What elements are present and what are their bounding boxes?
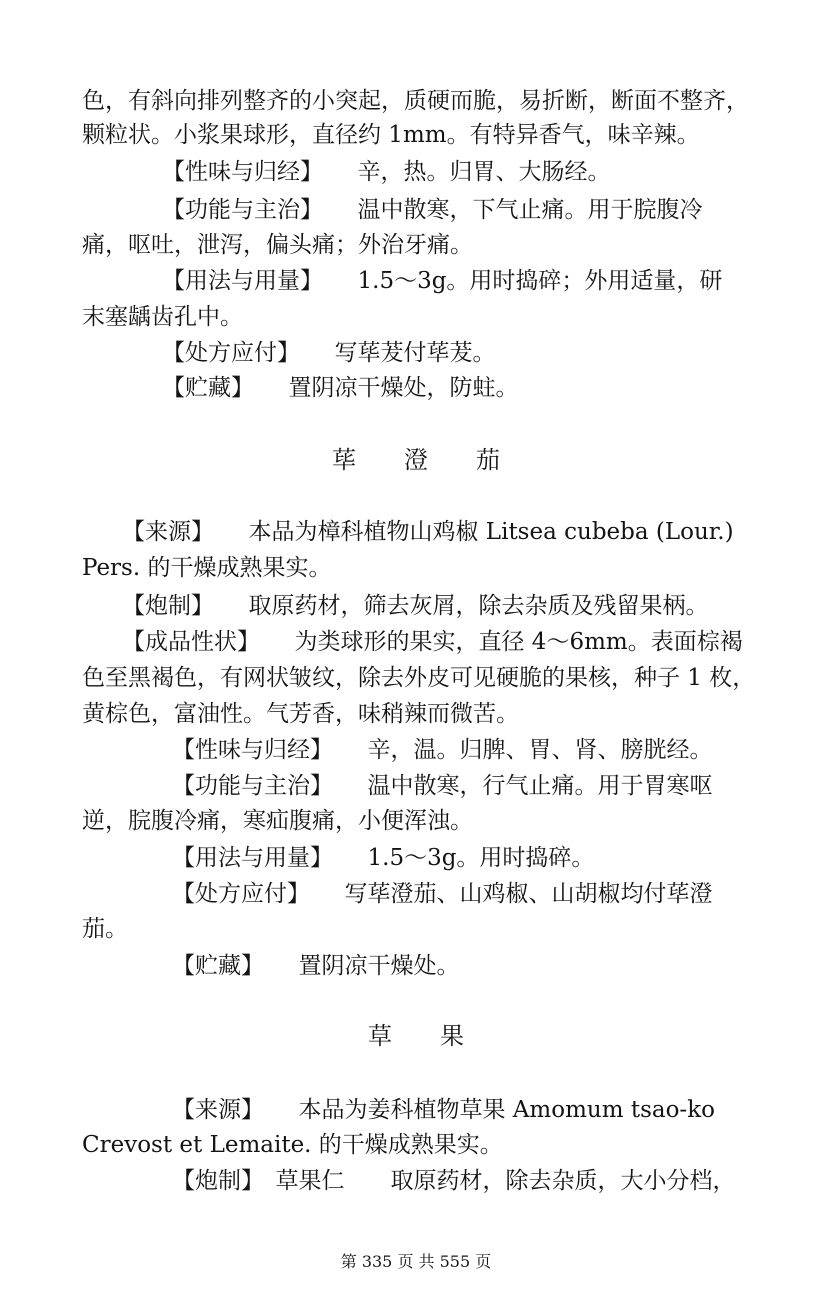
text-line: 茄。 [82, 916, 128, 942]
text-line: 【炮制】 草果仁 取原药材，除去杂质，大小分档， [172, 1168, 736, 1194]
text-line: 【性味与归经】 辛，热。归胃、大肠经。 [162, 159, 611, 185]
text-line: 颗粒状。小浆果球形，直径约 1mm。有特异香气，味辛辣。 [82, 122, 700, 148]
text-line: 【贮藏】 置阴凉干燥处，防蛀。 [162, 375, 519, 401]
text-line: 【性味与归经】 辛，温。归脾、胃、肾、膀胱经。 [172, 737, 713, 763]
text-line: 【用法与用量】 1.5～3g。用时捣碎。 [172, 845, 595, 871]
text-line: 【贮藏】 置阴凉干燥处。 [172, 953, 460, 979]
text-line: 【功能与主治】 温中散寒，行气止痛。用于胃寒呕 [172, 773, 713, 799]
text-line: 【处方应付】 写荜茇付荜茇。 [162, 340, 496, 366]
section-title: 荜 澄 茄 [332, 446, 500, 474]
text-line: 【来源】 本品为姜科植物草果 Amomum tsao-ko [172, 1097, 715, 1123]
text-line: Pers. 的干燥成熟果实。 [82, 555, 332, 581]
text-line: Crevost et Lemaite. 的干燥成熟果实。 [82, 1132, 503, 1158]
text-line: 末塞龋齿孔中。 [82, 304, 243, 330]
text-line: 【炮制】 取原药材，筛去灰屑，除去杂质及残留果柄。 [122, 593, 709, 619]
text-line: 色至黑褐色，有网状皱纹，除去外皮可见硬脆的果核，种子 1 枚， [82, 665, 756, 691]
page-footer: 第 335 页 共 555 页 [340, 1252, 492, 1271]
section-title: 草 果 [368, 1022, 464, 1050]
text-line: 【成品性状】 为类球形的果实，直径 4～6mm。表面棕褐 [122, 629, 743, 655]
text-line: 【来源】 本品为樟科植物山鸡椒 Litsea cubeba (Lour.) [122, 519, 734, 545]
text-line: 【功能与主治】 温中散寒，下气止痛。用于脘腹冷 [162, 197, 703, 223]
text-line: 黄棕色，富油性。气芳香，味稍辣而微苦。 [82, 701, 519, 727]
text-line: 【用法与用量】 1.5～3g。用时捣碎；外用适量，研 [162, 268, 723, 294]
text-line: 【处方应付】 写荜澄茄、山鸡椒、山胡椒均付荜澄 [172, 881, 713, 907]
text-line: 色，有斜向排列整齐的小突起，质硬而脆，易折断，断面不整齐， [82, 88, 749, 114]
text-line: 痛，呕吐，泄泻，偏头痛；外治牙痛。 [82, 232, 473, 258]
text-line: 逆，脘腹冷痛，寒疝腹痛，小便浑浊。 [82, 808, 473, 834]
